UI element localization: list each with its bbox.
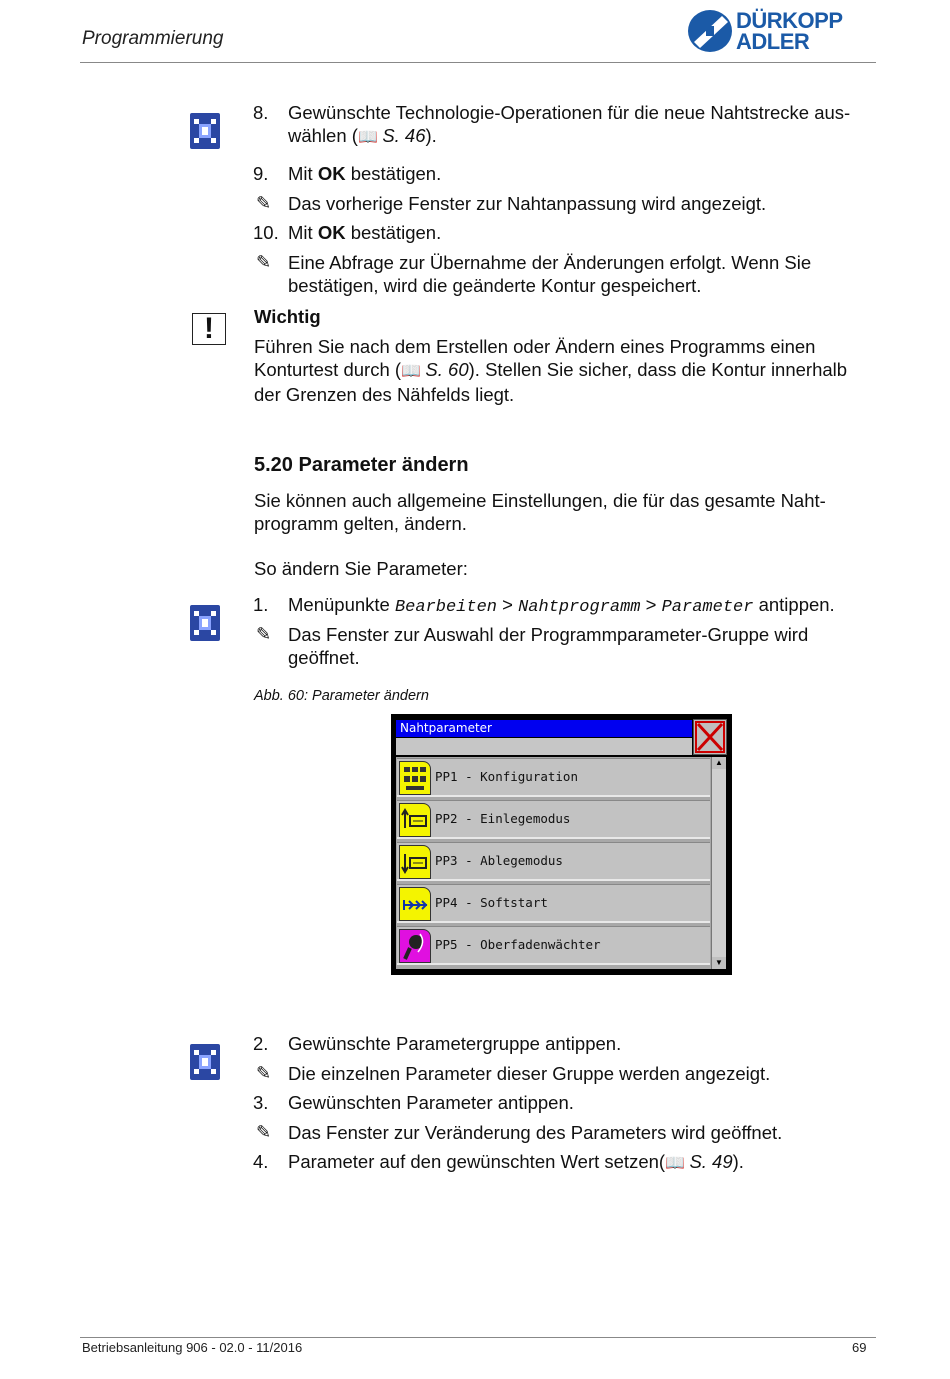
step-text: Gewünschten Parameter antippen. [288, 1092, 574, 1113]
list-item-label: PP3 - Ablegemodus [435, 853, 563, 868]
page-number: 69 [852, 1340, 867, 1355]
parameter-screen [391, 714, 732, 975]
important-title: Wichtig [254, 306, 321, 327]
result-text: Das Fenster zur Auswahl der Programmparameter-Gruppe wird geöffnet. [288, 624, 809, 668]
document-id: Betriebsanleitung 906 - 02.0 - 11/2016 [82, 1340, 303, 1355]
result-text: Das Fenster zur Veränderung des Parameters wird geöffnet. [288, 1122, 783, 1143]
parameter-group-list [396, 757, 711, 969]
list-item[interactable] [397, 758, 710, 797]
step-number: 4. [253, 1151, 269, 1172]
touch-operation-icon [190, 113, 220, 149]
brand-line-2: ADLER [736, 29, 810, 54]
brand-line-1: DÜRKOPP [736, 8, 843, 33]
result-arrow-icon: ✎ [256, 624, 272, 644]
step-text: Mit OK bestätigen. [288, 222, 442, 243]
list-item-label: PP4 - Softstart [435, 895, 548, 910]
list-scrollbar[interactable] [711, 757, 726, 969]
list-item-label: PP1 - Konfiguration [435, 769, 578, 784]
step-number: 10. [253, 222, 279, 243]
section-intro: Sie können auch allgemeine Einstellungen, die für das gesamte Naht- programm gelten, ändern. [254, 490, 826, 534]
important-text: Führen Sie nach dem Erstellen oder Ändern eines Programms einen Konturtest durch (📖 S. 60). Stellen Sie sicher, dass die Kontur innerhalb der Grenzen des Nähfelds liegt. [254, 336, 848, 405]
thread-monitor-icon [399, 929, 431, 963]
list-item[interactable] [397, 842, 710, 881]
step-number: 9. [253, 163, 269, 184]
step-number: 3. [253, 1092, 269, 1113]
step-text: Mit OK bestätigen. [288, 163, 442, 184]
touch-operation-icon [190, 605, 220, 641]
softstart-icon [399, 887, 431, 921]
result-text: Eine Abfrage zur Übernahme der Änderungen erfolgt. Wenn Sie bestätigen, wird die geänderte Kontur gespeichert. [288, 252, 812, 296]
step-text: Parameter auf den gewünschten Wert setzen(📖 S. 49). [288, 1151, 744, 1172]
howto-text: So ändern Sie Parameter: [254, 558, 468, 579]
result-arrow-icon: ✎ [256, 1063, 272, 1083]
list-item-label: PP5 - Oberfadenwächter [435, 937, 601, 952]
step-text: Gewünschte Technologie-Operationen für die neue Nahtstrecke aus- wählen (📖 S. 46). [288, 102, 851, 146]
logo-mark-icon [686, 8, 734, 54]
step-text: Menüpunkte Bearbeiten > Nahtprogramm > Parameter antippen. [288, 594, 835, 617]
step-number: 2. [253, 1033, 269, 1054]
page-reference[interactable]: S. 60 [425, 359, 469, 380]
result-arrow-icon: ✎ [256, 1122, 272, 1142]
step-text: Gewünschte Parametergruppe antippen. [288, 1033, 622, 1054]
section-heading: 5.20 Parameter ändern [254, 454, 469, 476]
page-reference[interactable]: S. 46 [382, 125, 426, 146]
menu-path-item: Bearbeiten [394, 598, 497, 617]
insert-mode-icon [399, 803, 431, 837]
header-divider [80, 62, 876, 63]
book-icon: 📖 [357, 129, 383, 146]
warning-exclamation-icon: ! [192, 313, 226, 345]
result-arrow-icon: ✎ [256, 252, 272, 272]
result-text: Die einzelnen Parameter dieser Gruppe werden angezeigt. [288, 1063, 771, 1084]
stack-mode-icon [399, 845, 431, 879]
book-icon: 📖 [665, 1155, 690, 1172]
list-item-label: PP2 - Einlegemodus [435, 811, 571, 826]
section-title: Programmierung [82, 28, 224, 49]
result-text: Das vorherige Fenster zur Nahtanpassung wird angezeigt. [288, 193, 767, 214]
result-arrow-icon: ✎ [256, 193, 272, 213]
scroll-down-icon[interactable]: ▼ [712, 957, 726, 969]
figure-caption: Abb. 60: Parameter ändern [254, 688, 429, 704]
screen-title: Nahtparameter [396, 720, 692, 737]
close-icon [694, 720, 726, 754]
footer-divider [80, 1337, 876, 1338]
menu-path-item: Nahtprogramm [518, 598, 641, 617]
list-item[interactable] [397, 800, 710, 839]
step-number: 8. [253, 102, 269, 123]
close-button[interactable] [693, 719, 727, 755]
page-reference[interactable]: S. 49 [689, 1151, 733, 1172]
step-number: 1. [253, 594, 269, 615]
book-icon: 📖 [401, 363, 426, 380]
header-strip [396, 738, 692, 755]
menu-path-item: Parameter [661, 598, 754, 617]
scroll-up-icon[interactable]: ▲ [712, 757, 726, 769]
brand-logo [686, 8, 876, 54]
list-item[interactable] [397, 884, 710, 923]
config-icon [399, 761, 431, 795]
list-item[interactable] [397, 926, 710, 965]
touch-operation-icon [190, 1044, 220, 1080]
